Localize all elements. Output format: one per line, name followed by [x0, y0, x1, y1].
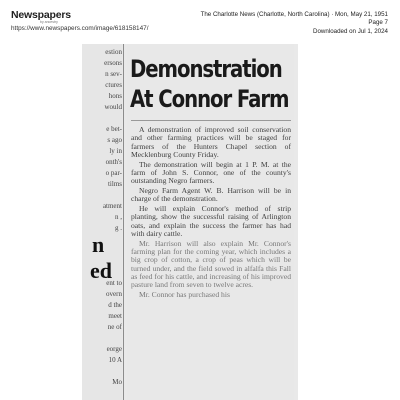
column-fragment: ersons	[104, 59, 122, 67]
article-paragraph: Mr. Connor has purchased his	[139, 290, 230, 300]
large-fragment-2: ed	[90, 258, 112, 283]
column-fragment: onth's	[105, 158, 122, 166]
column-fragment: ent to	[106, 279, 122, 287]
column-fragment: hons	[108, 92, 122, 100]
headline-line-2: At Connor Farm	[130, 85, 289, 113]
column-fragment: Mo	[112, 378, 122, 386]
clipping-meta	[201, 11, 388, 36]
headline-divider	[131, 120, 291, 121]
column-fragment: ly in	[109, 147, 122, 155]
download-date: Downloaded on Jul 1, 2024	[313, 27, 388, 35]
column-fragment: ne of	[107, 323, 122, 331]
column-fragment: e bet-	[106, 125, 122, 133]
source-url[interactable]: https://www.newspapers.com/image/618158147/	[11, 25, 149, 32]
article-paragraph: A demonstration of improved soil conservation and other farming practices will be staged for farmers of the Hunters Chapel section of Mecklenburg County Friday.	[131, 125, 291, 159]
article-headline	[130, 54, 289, 114]
column-fragment: n ,	[115, 213, 122, 221]
column-fragment: ctures	[105, 81, 122, 89]
publication-line: The Charlotte News (Charlotte, North Carolina) · Mon, May 21, 1951	[200, 11, 388, 18]
column-fragment: eorge	[106, 345, 122, 353]
column-fragment: d the	[108, 301, 122, 309]
page-number: Page 7	[368, 19, 388, 27]
column-fragment: atment	[102, 202, 122, 210]
article-paragraph: He will explain Connor's method of strip planting, show the successful raising of Arlington oats, and explain the success the farmer has had with dairy cattle.	[131, 204, 291, 239]
column-rule	[123, 44, 124, 400]
adjacent-column	[82, 44, 122, 400]
column-fragment: meet	[108, 312, 122, 320]
logo-text: Newspapers	[11, 9, 71, 21]
column-fragment: g .	[115, 224, 122, 232]
column-fragment: tilms	[107, 180, 122, 188]
large-fragment-1: n	[92, 232, 105, 257]
article-paragraph: Mr. Harrison will also explain Mr. Connor's farming plan for the coming year, which includes a big crop of cotton, a crop of peas which will be turned under, and the field sowed in alfalfa this Fall as feed for his cattle, and increasing of his improved pasture land from seven to twelve acres.	[131, 238, 291, 290]
article-body	[131, 126, 291, 301]
column-fragment: would	[104, 103, 122, 111]
article-paragraph: Negro Farm Agent W. B. Harrison will be in charge of the demonstration.	[131, 186, 291, 204]
column-fragment: estion	[105, 48, 122, 56]
column-fragment: s ago	[107, 136, 122, 144]
article	[127, 44, 294, 400]
article-paragraph: The demonstration will begin at 1 P. M. at the farm of John S. Connor, one of the county's outstanding Negro farmers.	[131, 159, 291, 186]
column-fragment: overn	[106, 290, 122, 298]
headline-line-1: Demonstration	[130, 55, 282, 83]
newspaper-scan	[82, 44, 298, 400]
column-fragment: n sev-	[105, 70, 122, 78]
page-header	[0, 0, 400, 44]
logo-subtitle: by ancestry	[40, 20, 58, 24]
column-fragment: o par-	[105, 169, 122, 177]
column-fragment: 10 A	[108, 356, 122, 364]
